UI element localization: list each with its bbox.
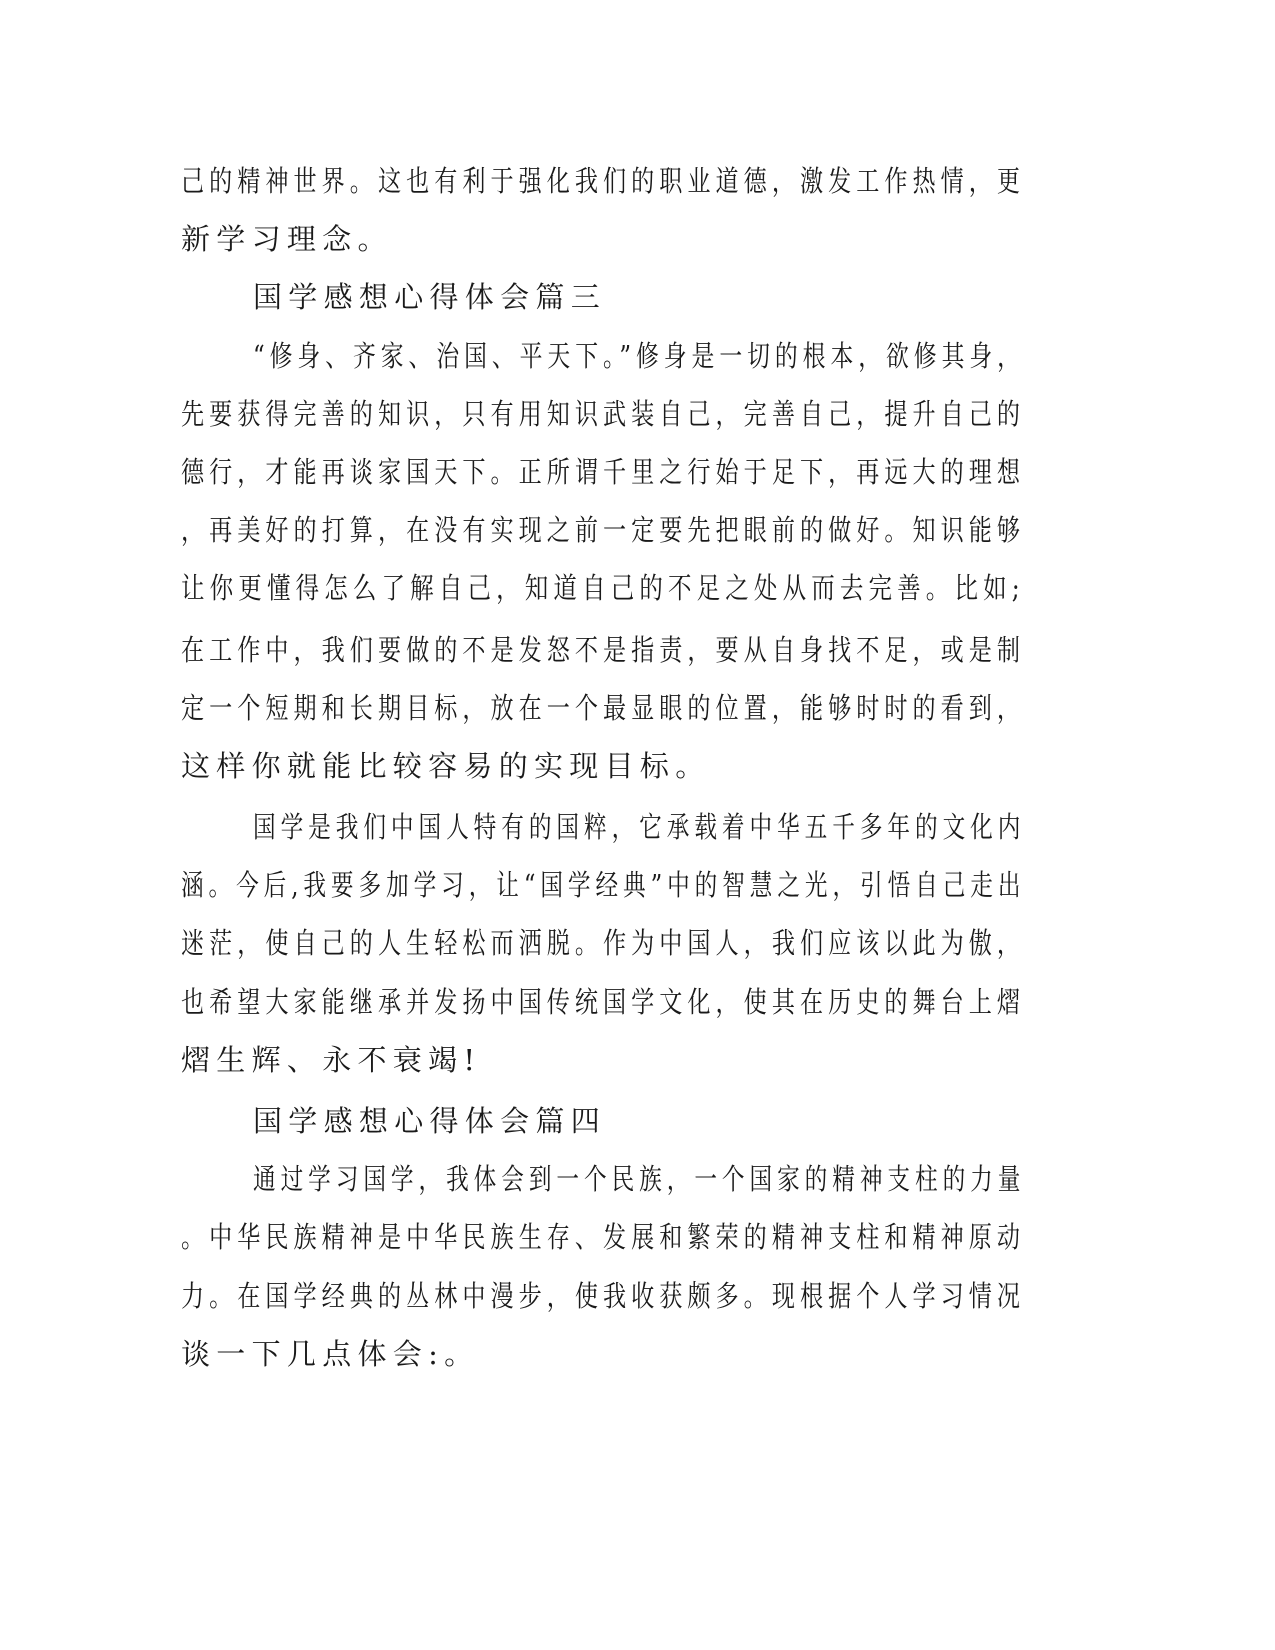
text-line: 定一个短期和长期目标，放在一个最显眼的位置，能够时时的看到， <box>181 691 1026 725</box>
text-line: ，再美好的打算，在没有实现之前一定要先把眼前的做好。知识能够 <box>181 513 1026 547</box>
text-line: 通过学习国学，我体会到一个民族，一个国家的精神支柱的力量 <box>253 1162 1026 1196</box>
text-line: 这样你就能比较容易的实现目标。 <box>181 749 711 783</box>
text-line: “修身、齐家、治国、平天下。”修身是一切的根本，欲修其身， <box>253 339 1025 373</box>
text-line: 力。在国学经典的丛林中漫步，使我收获颇多。现根据个人学习情况 <box>181 1279 1026 1313</box>
text-line: 先要获得完善的知识，只有用知识武装自己，完善自己，提升自己的 <box>181 397 1026 431</box>
text-line: 熠生辉、永不衰竭! <box>181 1043 482 1077</box>
text-line: 新学习理念。 <box>181 222 393 256</box>
text-line: 在工作中，我们要做的不是发怒不是指责，要从自身找不足，或是制 <box>181 633 1026 667</box>
text-line: 谈一下几点体会:。 <box>181 1337 480 1371</box>
section-heading: 国学感想心得体会篇三 <box>253 280 607 314</box>
text-line: 迷茫，使自己的人生轻松而洒脱。作为中国人，我们应该以此为傲， <box>181 926 1026 960</box>
text-line: 。中华民族精神是中华民族生存、发展和繁荣的精神支柱和精神原动 <box>181 1220 1026 1254</box>
text-line: 己的精神世界。这也有利于强化我们的职业道德，激发工作热情，更 <box>181 164 1026 198</box>
text-line: 也希望大家能继承并发扬中国传统国学文化，使其在历史的舞台上熠 <box>181 985 1026 1019</box>
text-line: 涵。今后,我要多加学习，让“国学经典”中的智慧之光，引悟自己走出 <box>181 868 1026 902</box>
section-heading: 国学感想心得体会篇四 <box>253 1104 607 1138</box>
text-line: 让你更懂得怎么了解自己，知道自己的不足之处从而去完善。比如; <box>181 571 1025 605</box>
text-line: 德行，才能再谈家国天下。正所谓千里之行始于足下，再远大的理想 <box>181 455 1026 489</box>
text-line: 国学是我们中国人特有的国粹，它承载着中华五千多年的文化内 <box>253 810 1026 844</box>
